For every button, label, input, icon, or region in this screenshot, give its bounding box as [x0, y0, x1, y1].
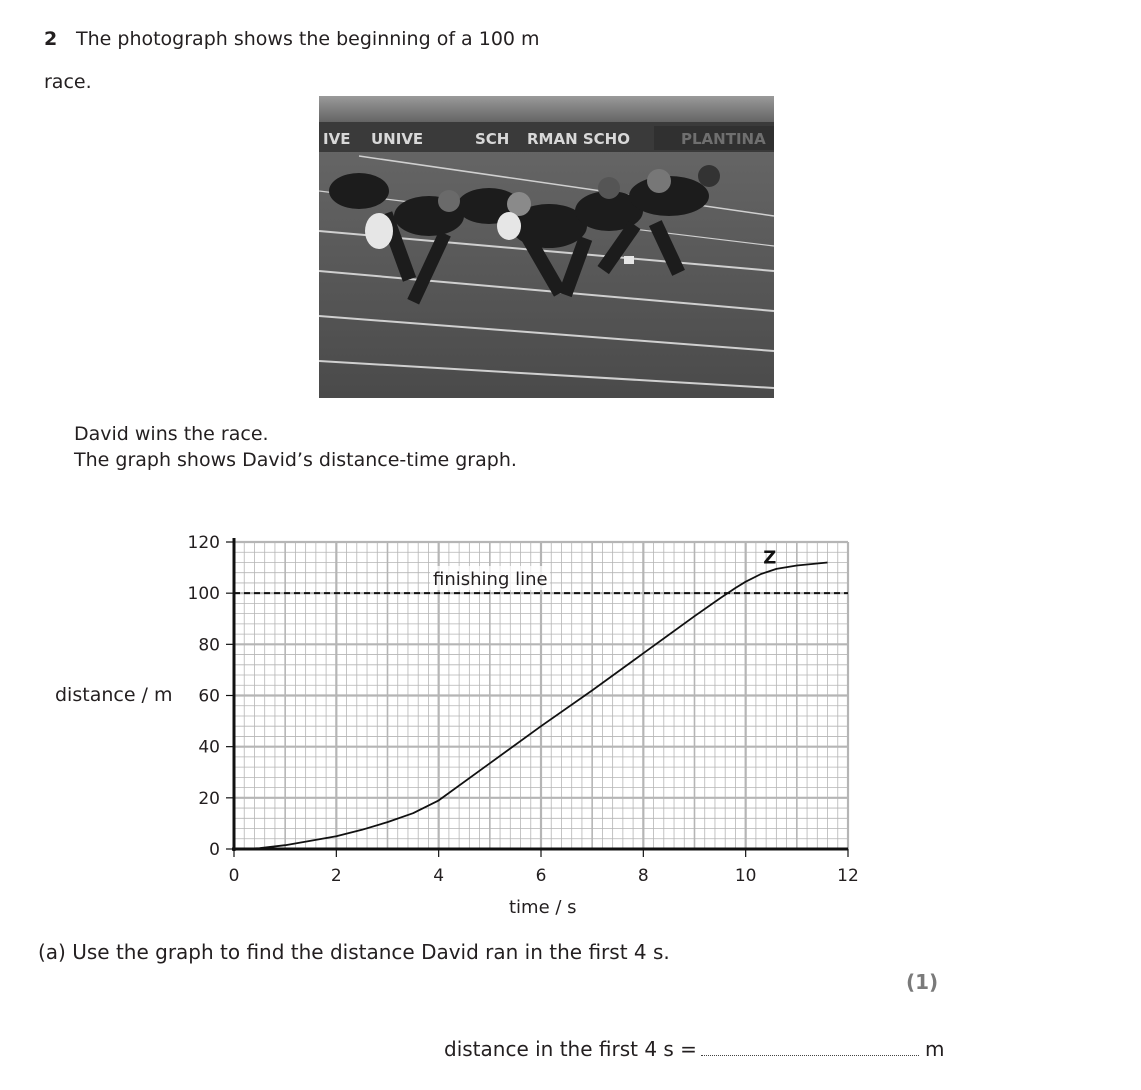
banner-text-4: RMAN SCHO	[527, 130, 630, 148]
answer-line	[444, 1037, 944, 1061]
x-tick-label: 12	[837, 866, 859, 886]
y-tick-label: 40	[198, 737, 220, 758]
y-tick-label: 0	[209, 840, 220, 860]
part-a-marks: (1)	[906, 970, 939, 994]
intro-line-2: The graph shows David’s distance-time graph.	[74, 449, 517, 471]
answer-unit: m	[924, 1037, 945, 1061]
x-axis-label: time / s	[509, 897, 577, 918]
y-tick-label: 60	[198, 686, 220, 707]
part-a-question: (a) Use the graph to find the distance David ran in the first 4 s.	[38, 940, 670, 964]
x-tick-label: 4	[433, 866, 445, 886]
question-number: 2	[44, 28, 58, 50]
y-tick-label: 80	[198, 635, 220, 656]
banner-text-2: UNIVE	[371, 130, 424, 148]
question-text: The photograph shows the beginning of a 100 m	[76, 28, 540, 50]
answer-label: distance in the first 4 s =	[444, 1037, 697, 1061]
y-tick-label: 120	[187, 533, 220, 553]
question-text-continued: race.	[44, 71, 92, 93]
banner-text-3: SCH	[475, 130, 510, 148]
x-tick-label: 2	[330, 866, 342, 886]
answer-blank[interactable]	[701, 1051, 919, 1056]
finishing-line-label: finishing line	[433, 569, 548, 590]
x-tick-label: 6	[535, 866, 547, 886]
x-tick-label: 8	[637, 866, 649, 886]
point-z-label: Z	[763, 547, 777, 569]
x-tick-label: 0	[228, 866, 240, 886]
x-tick-label: 10	[734, 866, 757, 886]
banner-text-1: IVE	[323, 130, 351, 148]
y-axis-label: distance / m	[55, 684, 173, 706]
y-tick-label: 100	[187, 584, 220, 605]
y-tick-label: 20	[198, 788, 220, 809]
intro-line-1: David wins the race.	[74, 423, 269, 445]
